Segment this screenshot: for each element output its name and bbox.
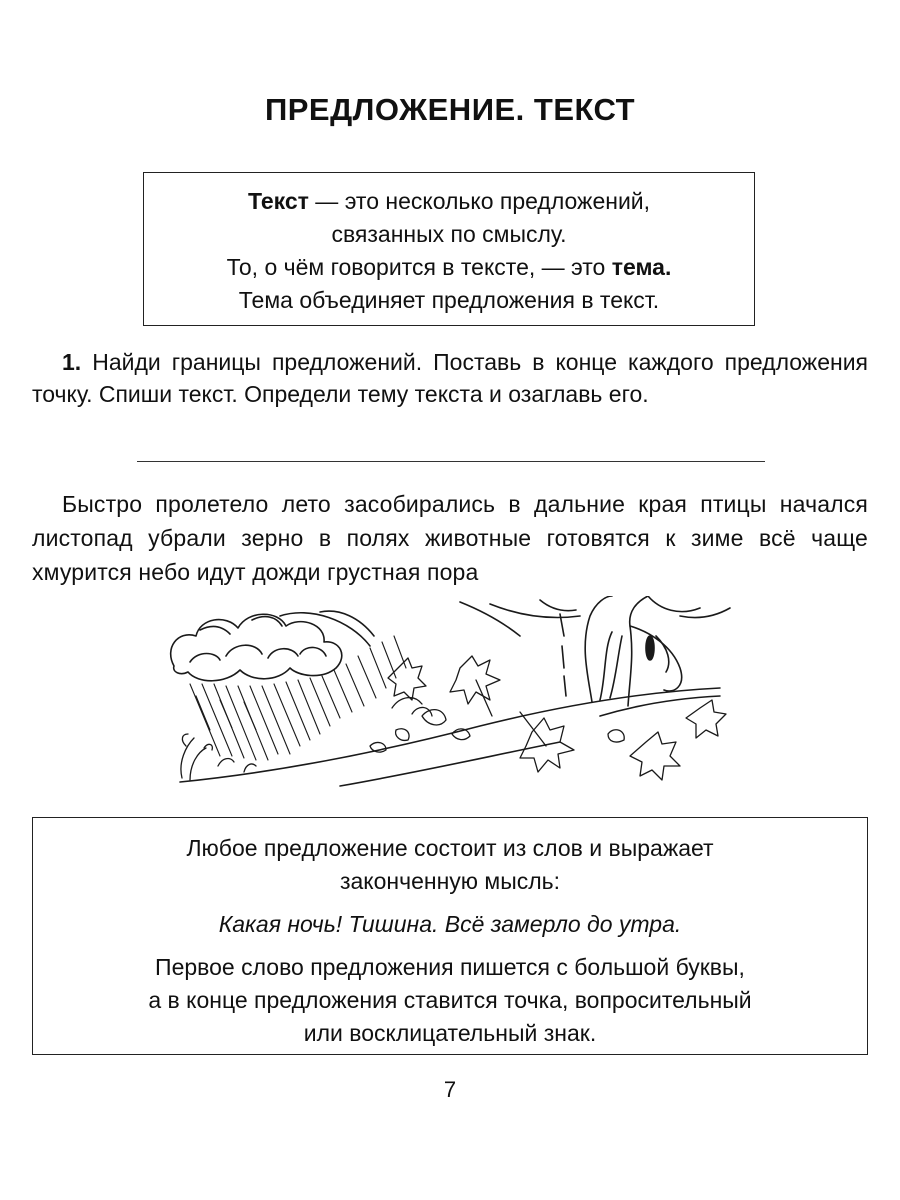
rule-line-1: Любое предложение состоит из слов и выражает bbox=[186, 835, 714, 861]
definition-line-3-pre: То, о чём говорится в тексте, — это bbox=[226, 254, 612, 280]
definition-line-1-rest: — это несколько предложений, bbox=[308, 188, 651, 214]
page-number: 7 bbox=[443, 1077, 457, 1102]
rule-line-3: Первое слово предложения пишется с большой буквы, bbox=[155, 954, 745, 980]
rule-line-5: или восклицательный знак. bbox=[303, 1020, 597, 1046]
task-1 bbox=[32, 346, 868, 410]
definition-box bbox=[143, 172, 755, 326]
definition-line-1 bbox=[144, 185, 754, 218]
definition-line-3 bbox=[144, 251, 754, 284]
definition-line-4: Тема объединяет предложения в текст. bbox=[238, 287, 660, 313]
maple-leaf-icon bbox=[520, 712, 574, 772]
task-text: Найди границы предложений. Поставь в конце каждого предложения точку. Спиши текст. Определи тему текста и озаглавь его. bbox=[32, 349, 868, 407]
page-title: ПРЕДЛОЖЕНИЕ. ТЕКСТ bbox=[264, 92, 636, 127]
rule-line-2: законченную мысль: bbox=[339, 868, 561, 894]
maple-leaf-icon bbox=[388, 658, 426, 700]
rule-box bbox=[32, 817, 868, 1055]
maple-leaf-icon bbox=[630, 732, 680, 780]
cloud-icon bbox=[171, 611, 374, 681]
task-number: 1. bbox=[62, 349, 82, 375]
term-text: Текст bbox=[247, 188, 309, 214]
exercise-text: Быстро пролетело лето засобирались в дальние края птицы начался листопад убрали зерно в полях животные готовятся к зиме всё чаще хмурится небо идут дожди грустная пора bbox=[32, 491, 868, 585]
ground-line bbox=[180, 688, 720, 782]
grass-tufts bbox=[181, 698, 432, 780]
rule-line-4: а в конце предложения ставится точка, вопросительный bbox=[148, 987, 752, 1013]
maple-leaf-icon bbox=[686, 700, 726, 738]
autumn-rain-illustration bbox=[160, 596, 740, 806]
blowing-leaves bbox=[370, 710, 624, 752]
rule-example: Какая ночь! Тишина. Всё замерло до утра. bbox=[218, 911, 682, 937]
maple-leaf-icon bbox=[450, 656, 500, 716]
definition-line-2: связанных по смыслу. bbox=[331, 221, 567, 247]
ground-line-2 bbox=[340, 742, 560, 786]
term-theme: тема. bbox=[611, 254, 672, 280]
title-answer-line[interactable] bbox=[137, 461, 765, 462]
